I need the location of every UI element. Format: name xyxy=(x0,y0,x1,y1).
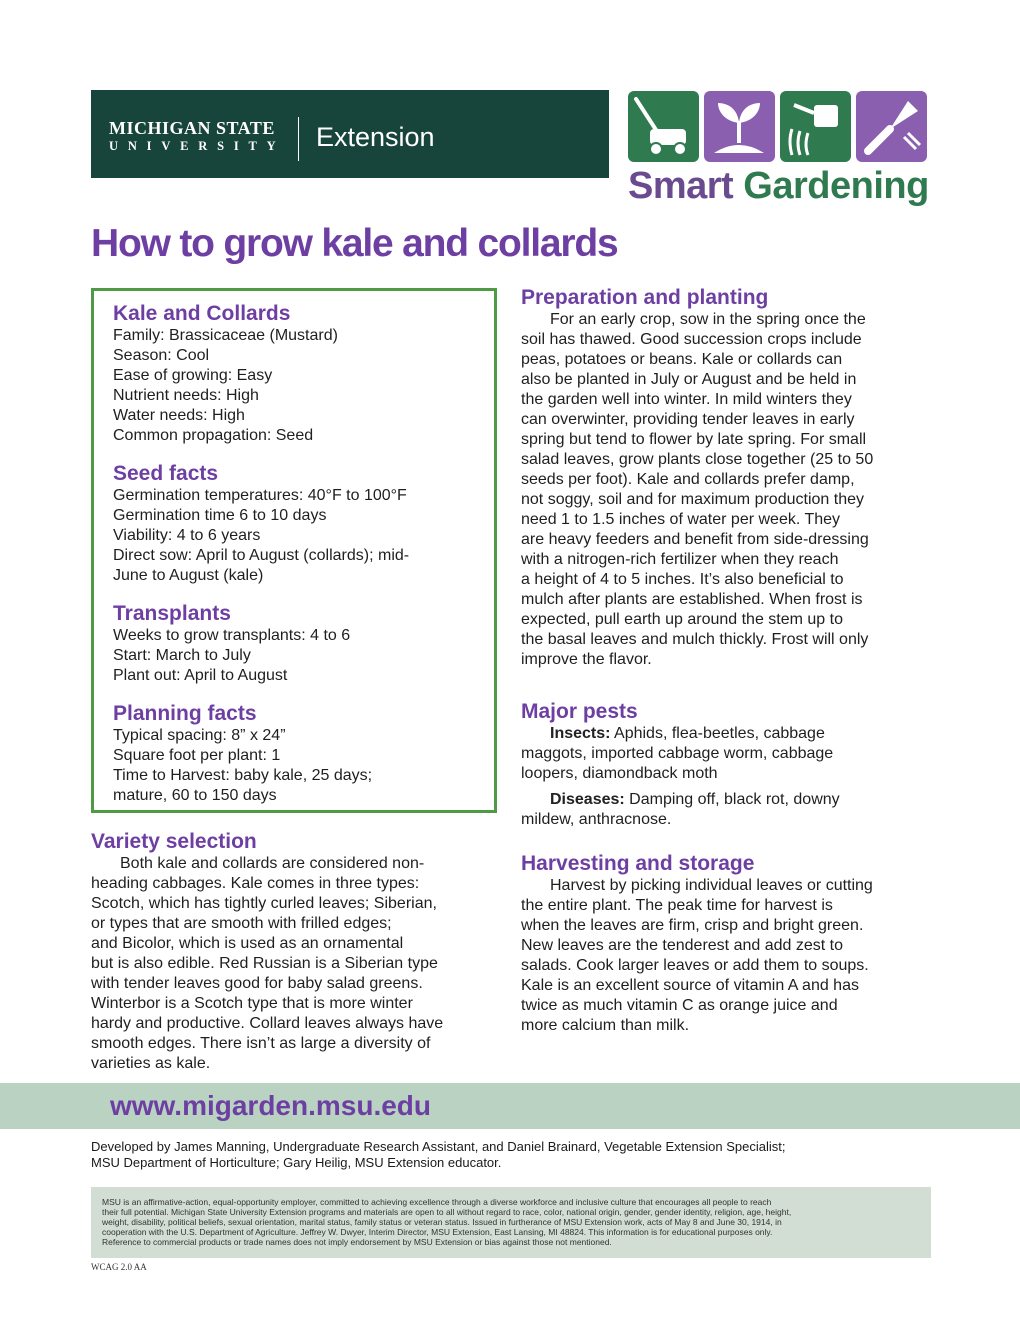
extension-label: Extension xyxy=(316,122,435,152)
planning-fact: Square foot per plant: 1 xyxy=(113,747,281,764)
harvest-text-line: salads. Cook larger leaves or add them to soups. xyxy=(521,957,869,974)
diseases-line xyxy=(550,790,840,810)
kale-fact: Ease of growing: Easy xyxy=(113,367,273,384)
insects-text-line: loopers, diamondback moth xyxy=(521,765,718,782)
insects-line xyxy=(550,724,825,744)
preparation-text-line: not soggy, soil and for maximum production they xyxy=(521,491,864,508)
variety-text-line: Both kale and collards are considered non- xyxy=(120,855,425,872)
transplant-fact: Plant out: April to August xyxy=(113,667,288,684)
harvest-text-line: New leaves are the tenderest and add zest to xyxy=(521,937,843,954)
preparation-text-line: improve the flavor. xyxy=(521,651,652,668)
preparation-text-line: For an early crop, sow in the spring once the xyxy=(550,311,866,328)
legal-line: Reference to commercial products or trade names does not imply endorsement by MSU Extension or bias against those not mentioned. xyxy=(102,1237,612,1247)
seed-fact: June to August (kale) xyxy=(113,567,264,584)
preparation-text-line: also be planted in July or August and be held in xyxy=(521,371,857,388)
insects-text: Aphids, flea-beetles, cabbage xyxy=(610,725,825,742)
lawnmower-icon xyxy=(628,91,699,162)
preparation-text-line: a height of 4 to 5 inches. It’s also beneficial to xyxy=(521,571,844,588)
variety-text-line: or types that are smooth with frilled edges; xyxy=(91,915,392,932)
legal-line: cooperation with the U.S. Department of Agriculture. Jeffrey W. Dwyer, Interim Director, MSU Extension, East Lansing, MI 48824. This information is for educational purposes only. xyxy=(102,1227,773,1237)
seed-fact: Direct sow: April to August (collards); mid- xyxy=(113,547,410,564)
transplant-fact: Weeks to grow transplants: 4 to 6 xyxy=(113,627,351,644)
watering-can-icon xyxy=(780,91,851,162)
wcag-label: WCAG 2.0 AA xyxy=(91,1262,147,1272)
seed-facts-heading: Seed facts xyxy=(113,462,219,485)
variety-text-line: Scotch, which has tightly curled leaves; Siberian, xyxy=(91,895,437,912)
msu-wordmark-line1: MICHIGAN STATE xyxy=(109,118,275,138)
diseases-label: Diseases: xyxy=(550,791,625,808)
preparation-heading: Preparation and planting xyxy=(521,286,769,309)
variety-text-line: Winterbor is a Scotch type that is more winter xyxy=(91,995,413,1012)
diseases-text-line: mildew, anthracnose. xyxy=(521,811,672,828)
harvest-text-line: when the leaves are firm, crisp and bright green. xyxy=(521,917,864,934)
preparation-text-line: the basal leaves and mulch thickly. Frost will only xyxy=(521,631,869,648)
preparation-text-line: soil has thawed. Good succession crops include xyxy=(521,331,862,348)
website-link[interactable]: www.migarden.msu.edu xyxy=(110,1090,432,1121)
variety-text-line: varieties as kale. xyxy=(91,1055,211,1072)
preparation-text-line: seeds per foot). Kale and collards prefer damp, xyxy=(521,471,855,488)
variety-text-line: smooth edges. There isn’t as large a diversity of xyxy=(91,1035,431,1052)
transplants-heading: Transplants xyxy=(113,602,231,625)
preparation-text-line: can overwinter, providing tender leaves in early xyxy=(521,411,855,428)
legal-line: weight, disability, political beliefs, sexual orientation, marital status, family status or veteran status. Issued in furtherance of MSU Extension work, acts of May 8 and June 30, 1914, in xyxy=(102,1217,782,1227)
kale-fact: Season: Cool xyxy=(113,347,210,364)
smart-gardening-word2: Gardening xyxy=(743,165,929,207)
planning-facts-heading: Planning facts xyxy=(113,702,257,725)
harvest-text-line: the entire plant. The peak time for harvest is xyxy=(521,897,833,914)
seed-fact: Viability: 4 to 6 years xyxy=(113,527,261,544)
harvest-text-line: twice as much vitamin C as orange juice and xyxy=(521,997,838,1014)
diseases-text: Damping off, black rot, downy xyxy=(624,791,840,808)
harvest-text-line: more calcium than milk. xyxy=(521,1017,690,1034)
msu-divider xyxy=(298,117,299,161)
variety-text-line: with tender leaves good for baby salad greens. xyxy=(91,975,423,992)
preparation-text-line: peas, potatoes or beans. Kale or collards can xyxy=(521,351,843,368)
preparation-text-line: expected, pull earth up around the stem up to xyxy=(521,611,843,628)
preparation-text-line: the garden well into winter. In mild winters they xyxy=(521,391,852,408)
page-title: How to grow kale and collards xyxy=(91,222,618,265)
insects-text-line: maggots, imported cabbage worm, cabbage xyxy=(521,745,834,762)
preparation-text-line: salad leaves, grow plants close together (25 to 50 xyxy=(521,451,874,468)
variety-text-line: hardy and productive. Collard leaves always have xyxy=(91,1015,444,1032)
preparation-text-line: are heavy feeders and benefit from side-dressing xyxy=(521,531,869,548)
smart-gardening-word1: Smart xyxy=(628,165,744,207)
variety-text-line: but is also edible. Red Russian is a Siberian type xyxy=(91,955,438,972)
major-pests-heading: Major pests xyxy=(521,700,638,723)
kale-fact: Common propagation: Seed xyxy=(113,427,314,444)
smart-gardening-logo xyxy=(628,164,929,208)
variety-text-line: and Bicolor, which is used as an ornamental xyxy=(91,935,404,952)
variety-selection-heading: Variety selection xyxy=(91,830,257,853)
kale-collards-heading: Kale and Collards xyxy=(113,302,291,325)
seed-fact: Germination time 6 to 10 days xyxy=(113,507,327,524)
transplant-fact: Start: March to July xyxy=(113,647,251,664)
msu-wordmark xyxy=(109,118,286,154)
seed-fact: Germination temperatures: 40°F to 100°F xyxy=(113,487,407,504)
planning-fact: Typical spacing: 8” x 24” xyxy=(113,727,286,744)
planning-fact: mature, 60 to 150 days xyxy=(113,787,277,804)
variety-text-line: heading cabbages. Kale comes in three types: xyxy=(91,875,420,892)
legal-line: MSU is an affirmative-action, equal-opportunity employer, committed to achieving excellence through a diverse workforce and inclusive culture that encourages all people to reach xyxy=(102,1197,772,1207)
harvest-text-line: Kale is an excellent source of vitamin A and has xyxy=(521,977,859,994)
msu-wordmark-line2: UNIVERSITY xyxy=(109,139,286,153)
seedling-icon xyxy=(704,91,775,162)
credits-line: Developed by James Manning, Undergraduate Research Assistant, and Daniel Brainard, Vegetable Extension Specialist; xyxy=(91,1139,786,1154)
kale-fact: Water needs: High xyxy=(113,407,245,424)
harvesting-heading: Harvesting and storage xyxy=(521,852,755,875)
preparation-text-line: need 1 to 1.5 inches of water per week. They xyxy=(521,511,841,528)
legal-line: their full potential. Michigan State University Extension programs and materials are open to all without regard to race, color, national origin, gender, gender identity, religion, age, height, xyxy=(102,1207,792,1217)
kale-fact: Family: Brassicaceae (Mustard) xyxy=(113,327,338,344)
preparation-text-line: with a nitrogen-rich fertilizer when they reach xyxy=(521,551,839,568)
kale-fact: Nutrient needs: High xyxy=(113,387,259,404)
preparation-text-line: mulch after plants are established. When frost is xyxy=(521,591,863,608)
preparation-text-line: spring but tend to flower by late spring. For small xyxy=(521,431,867,448)
trowel-icon xyxy=(856,91,927,162)
insects-label: Insects: xyxy=(550,725,611,742)
credits-line: MSU Department of Horticulture; Gary Heilig, MSU Extension educator. xyxy=(91,1155,502,1170)
planning-fact: Time to Harvest: baby kale, 25 days; xyxy=(113,767,373,784)
harvest-text-line: Harvest by picking individual leaves or cutting xyxy=(550,877,873,894)
